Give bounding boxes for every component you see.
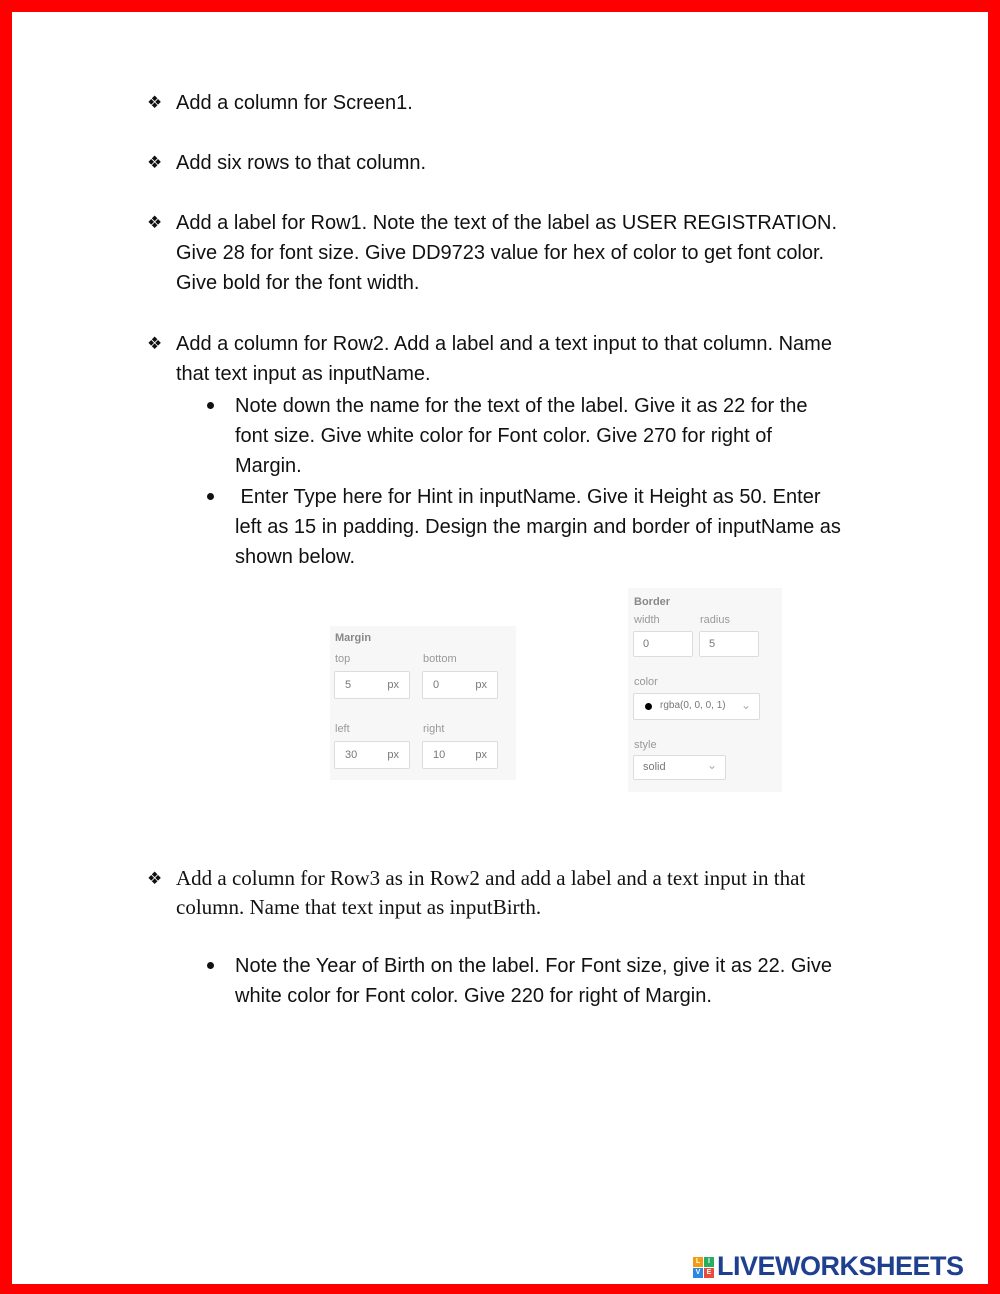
diamond-bullet-icon: ❖ xyxy=(147,153,163,172)
chevron-down-icon: ⌄ xyxy=(706,758,717,772)
logo-tile: E xyxy=(704,1268,714,1278)
logo-tile: V xyxy=(693,1268,703,1278)
border-settings-panel xyxy=(628,588,782,792)
text-line: shown below. xyxy=(235,546,356,568)
text-line: Give 28 for font size. Give DD9723 value for hex of color to get font color. xyxy=(176,242,825,264)
text-line: Add a column for Row3 as in Row2 and add a label and a text input in that xyxy=(176,866,806,890)
round-bullet-icon xyxy=(207,402,214,409)
margin-top-input[interactable] xyxy=(334,671,410,699)
unit: px xyxy=(475,749,487,761)
value: solid xyxy=(643,761,666,773)
border-style-select[interactable] xyxy=(633,755,726,780)
instruction-text: Add six rows to that column. xyxy=(176,152,427,174)
margin-title: Margin xyxy=(335,632,372,644)
unit: px xyxy=(387,749,399,761)
round-bullet-icon xyxy=(207,962,214,969)
value: 5 xyxy=(345,679,352,691)
margin-settings-panel xyxy=(330,626,516,780)
text-line: Enter Type here for Hint in inputName. Give it Height as 50. Enter xyxy=(235,486,821,508)
text-line: Note the Year of Birth on the label. For Font size, give it as 22. Give xyxy=(235,955,832,977)
logo-wordmark: LIVEWORKSHEETS xyxy=(717,1251,964,1281)
text-line: Add a label for Row1. Note the text of the label as USER REGISTRATION. xyxy=(176,212,838,234)
color-label: color xyxy=(634,676,658,688)
text-line: Give bold for the font width. xyxy=(176,272,420,294)
instruction-text xyxy=(176,329,876,389)
width-label: width xyxy=(634,614,660,626)
value: rgba(0, 0, 0, 1) xyxy=(660,700,726,711)
margin-left-input[interactable] xyxy=(334,741,410,769)
margin-right-input[interactable] xyxy=(422,741,498,769)
unit: px xyxy=(475,679,487,691)
value: 30 xyxy=(345,749,358,761)
bottom-label: bottom xyxy=(423,653,457,665)
logo-tiles-icon xyxy=(693,1257,715,1279)
text-line: Margin. xyxy=(235,455,302,477)
left-label: left xyxy=(335,723,350,735)
text-line: Note down the name for the text of the label. Give it as 22 for the xyxy=(235,395,808,417)
text-line: Add a column for Row2. Add a label and a text input to that column. Name xyxy=(176,333,832,355)
diamond-bullet-icon: ❖ xyxy=(147,869,163,888)
border-width-input[interactable] xyxy=(633,631,693,657)
value: 10 xyxy=(433,749,446,761)
diamond-bullet-icon: ❖ xyxy=(147,93,163,112)
logo-tile: I xyxy=(704,1257,714,1267)
instruction-text xyxy=(235,482,880,572)
instruction-text xyxy=(176,208,876,298)
top-label: top xyxy=(335,653,351,665)
instruction-text xyxy=(235,951,880,1011)
unit: px xyxy=(387,679,399,691)
text-line: font size. Give white color for Font color. Give 270 for right of xyxy=(235,425,772,447)
diamond-bullet-icon: ❖ xyxy=(147,213,163,232)
round-bullet-icon xyxy=(207,493,214,500)
style-label: style xyxy=(634,739,657,751)
color-swatch-icon xyxy=(645,703,652,710)
right-label: right xyxy=(423,723,445,735)
border-radius-input[interactable] xyxy=(699,631,759,657)
diamond-bullet-icon: ❖ xyxy=(147,334,163,353)
value: 0 xyxy=(433,679,440,691)
chevron-down-icon: ⌄ xyxy=(740,698,751,712)
margin-bottom-input[interactable] xyxy=(422,671,498,699)
text-line: white color for Font color. Give 220 for right of Margin. xyxy=(235,985,712,1007)
logo-tile: L xyxy=(693,1257,703,1267)
border-color-select[interactable] xyxy=(633,693,760,720)
radius-label: radius xyxy=(700,614,730,626)
text-line: column. Name that text input as inputBirth. xyxy=(176,895,542,919)
instruction-text: Add a column for Screen1. xyxy=(176,92,413,114)
instruction-text xyxy=(235,391,880,481)
value: 0 xyxy=(643,638,650,650)
border-title: Border xyxy=(634,596,671,608)
text-line: left as 15 in padding. Design the margin and border of inputName as xyxy=(235,516,841,538)
text-line: that text input as inputName. xyxy=(176,363,431,385)
value: 5 xyxy=(709,638,716,650)
instruction-text xyxy=(176,864,876,922)
